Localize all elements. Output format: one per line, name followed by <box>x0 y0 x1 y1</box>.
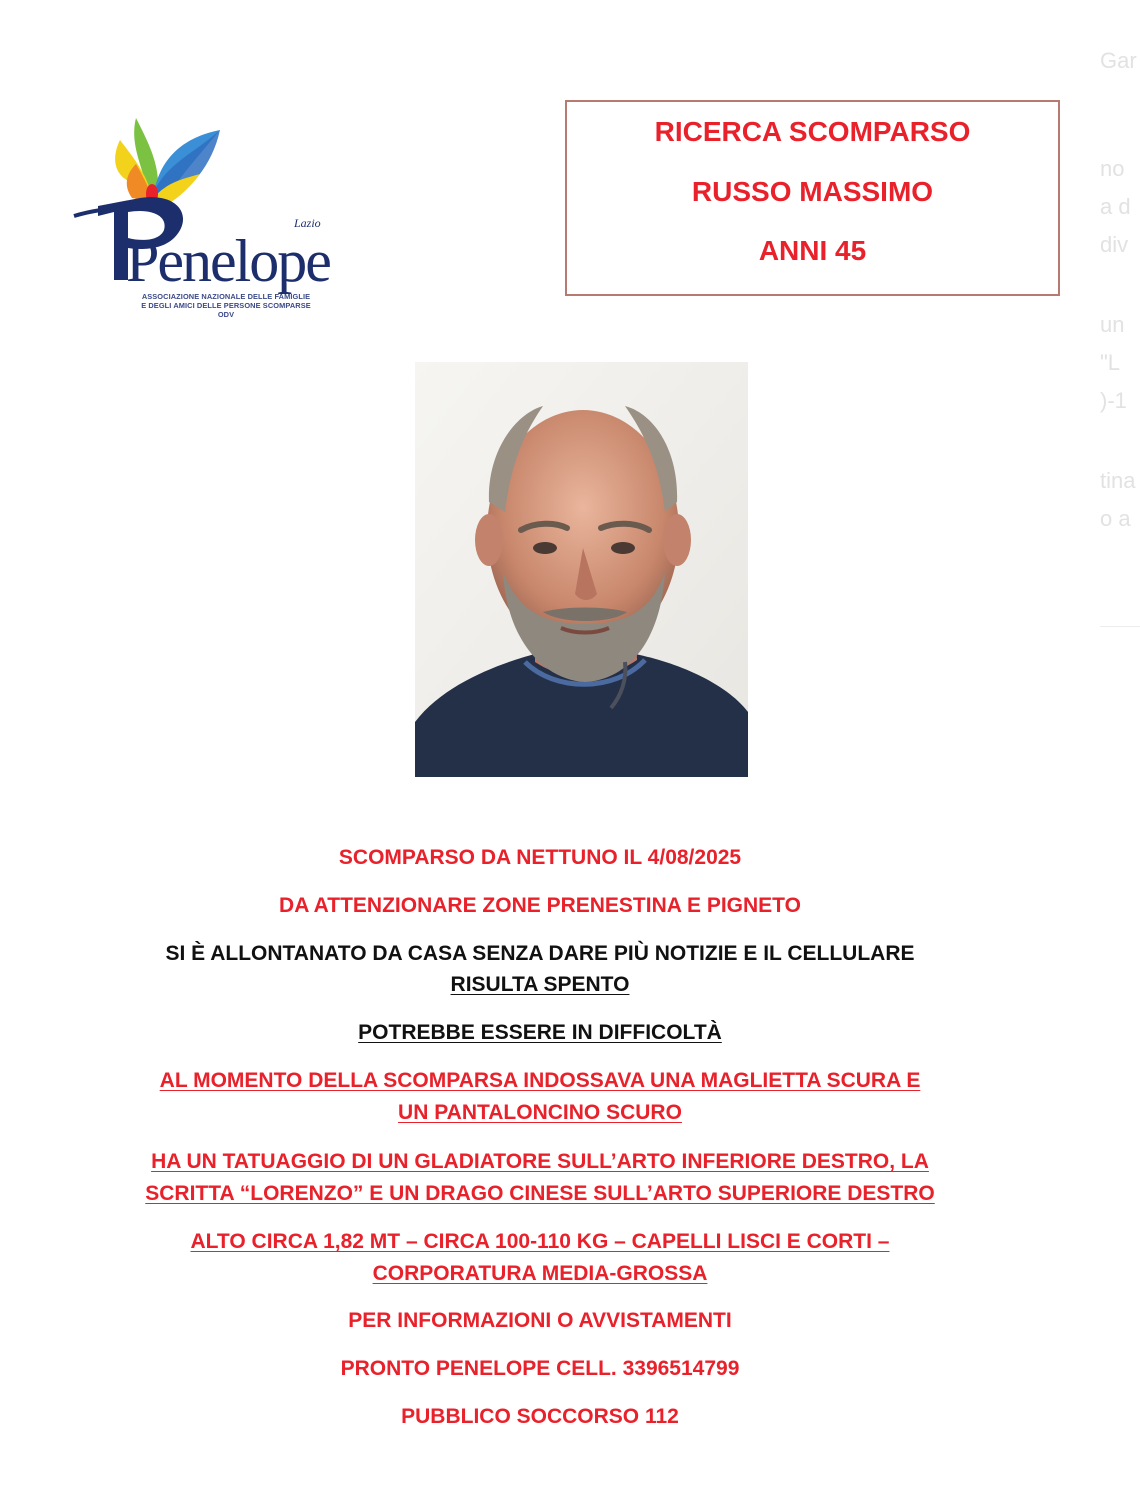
portrait-photo <box>415 362 748 777</box>
penelope-logo <box>70 112 360 342</box>
ghost-line: "L <box>1100 350 1121 375</box>
clothing-line-1-text: AL MOMENTO DELLA SCOMPARSA INDOSSAVA UNA MAGLIETTA SCURA E <box>159 1069 921 1092</box>
divider <box>1100 626 1140 627</box>
contact-phone: PRONTO PENELOPE CELL. 3396514799 <box>340 1357 740 1380</box>
tattoo-line-1-text: HA UN TATUAGGIO DI UN GLADIATORE SULL’ARTO INFERIORE DESTRO, LA <box>151 1150 929 1173</box>
circumstances-line-2-text: RISULTA SPENTO <box>450 973 630 996</box>
title-age: ANNI 45 <box>758 235 867 266</box>
difficulty-note <box>60 1017 1020 1049</box>
difficulty-note-text: POTREBBE ESSERE IN DIFFICOLTÀ <box>358 1021 722 1044</box>
logo-brand-text: Penelope <box>126 228 330 294</box>
tattoo-line-2 <box>60 1178 1020 1210</box>
ghost-line: )-1 <box>1100 388 1127 413</box>
ghost-line: o a <box>1100 506 1131 531</box>
physical-line-1 <box>60 1226 1020 1258</box>
clothing-line-1 <box>60 1065 1020 1097</box>
clothing-line-2-text: UN PANTALONCINO SCURO <box>398 1101 682 1124</box>
search-zones: DA ATTENZIONARE ZONE PRENESTINA E PIGNETO <box>279 894 801 917</box>
ghost-line: no <box>1100 156 1125 181</box>
missing-since: SCOMPARSO DA NETTUNO IL 4/08/2025 <box>338 846 742 869</box>
ghost-line: div <box>1100 232 1129 257</box>
logo-subtitle-line: E DEGLI AMICI DELLE PERSONE SCOMPARSE <box>141 301 311 310</box>
background-text <box>1100 40 1140 640</box>
physical-line-2 <box>60 1258 1020 1290</box>
logo-subtitle-line: ASSOCIAZIONE NAZIONALE DELLE FAMIGLIE <box>141 292 311 301</box>
tattoo-line-2-text: SCRITTA “LORENZO” E UN DRAGO CINESE SULL’ARTO SUPERIORE DESTRO <box>145 1182 935 1205</box>
circumstances-line-2 <box>60 969 1020 1001</box>
logo-subtitle <box>96 292 356 319</box>
title-box <box>565 100 1060 296</box>
ghost-line: Gar <box>1100 48 1137 73</box>
tattoo-line-1 <box>60 1146 1020 1178</box>
title-search: RICERCA SCOMPARSO <box>654 116 971 147</box>
portrait-photo-icon <box>415 362 748 777</box>
logo-region: Lazio <box>294 216 321 230</box>
ghost-line: tina <box>1100 468 1136 493</box>
contact-intro: PER INFORMAZIONI O AVVISTAMENTI <box>348 1309 732 1332</box>
logo-subtitle-line: ODV <box>217 310 235 319</box>
physical-line-2-text: CORPORATURA MEDIA-GROSSA <box>372 1262 708 1285</box>
physical-line-1-text: ALTO CIRCA 1,82 MT – CIRCA 100-110 KG – CAPELLI LISCI E CORTI – <box>190 1230 890 1253</box>
ghost-line: un <box>1100 312 1125 337</box>
clothing-line-2 <box>60 1097 1020 1129</box>
emergency-number: PUBBLICO SOCCORSO 112 <box>401 1405 679 1428</box>
circumstances-line-1: SI È ALLONTANATO DA CASA SENZA DARE PIÙ NOTIZIE E IL CELLULARE <box>165 942 915 965</box>
title-name: RUSSO MASSIMO <box>691 176 934 207</box>
ghost-line: a d <box>1100 194 1131 219</box>
